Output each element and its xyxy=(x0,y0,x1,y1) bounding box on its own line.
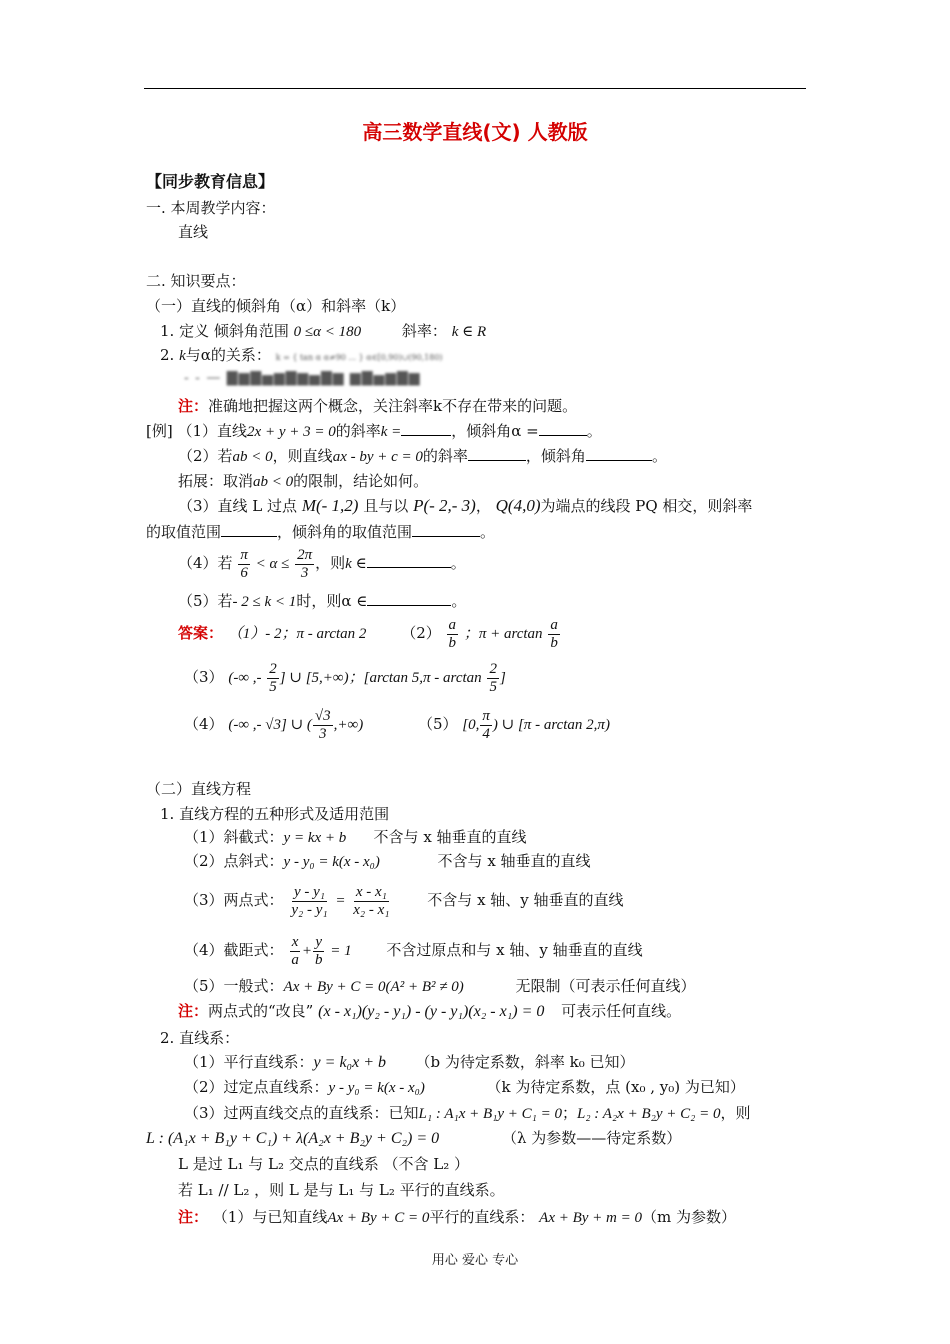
numerator: y - y₁ xyxy=(293,883,325,900)
text: （3）直线 L 过点 xyxy=(178,497,298,515)
text: （5）若 xyxy=(178,592,233,610)
math: 0 ≤α < 180 xyxy=(293,324,362,340)
text: 且与以 xyxy=(363,497,409,515)
answer-label: 答案： xyxy=(178,624,224,642)
note-line xyxy=(178,1001,681,1022)
text-line: （一）直线的倾斜角（α）和斜率（k） xyxy=(146,297,406,315)
denominator: x₂ - x₁ xyxy=(353,901,390,918)
math: = 1 xyxy=(330,943,352,959)
example-line xyxy=(146,522,495,542)
numerator: π xyxy=(240,546,248,563)
answer-blank xyxy=(401,421,451,436)
text: 1. 定义 倾斜角范围 xyxy=(160,322,289,340)
math: k ∈ R xyxy=(451,324,487,340)
fraction xyxy=(548,617,560,652)
note-line xyxy=(178,1207,736,1228)
formula-line xyxy=(184,851,591,872)
text: （2）过定点直线系： xyxy=(184,1078,329,1096)
text: 准确地把握这两个概念，关注斜率k不存在带来的问题。 xyxy=(208,397,578,415)
formula-line xyxy=(184,827,527,848)
text: （4） xyxy=(184,715,224,733)
answer-blank xyxy=(367,553,451,568)
text: 不含过原点和与 x 轴、y 轴垂直的直线 xyxy=(386,941,643,959)
text: （3） xyxy=(184,668,224,686)
formula-line xyxy=(184,876,624,925)
text: 。 xyxy=(451,592,467,610)
math: ] xyxy=(499,670,506,686)
math: ab < 0 xyxy=(253,474,294,490)
text: （4）截距式： xyxy=(184,941,284,959)
text-line: 若 L₁ // L₂ ，则 L 是与 L₁ 与 L₂ 平行的直线系。 xyxy=(178,1181,505,1199)
answer-line xyxy=(184,704,610,745)
math: - 2 ≤ k < 1 xyxy=(232,594,297,610)
denominator: 5 xyxy=(489,678,497,695)
fraction xyxy=(447,617,459,652)
text: 时，则α ∈ xyxy=(296,592,368,610)
math: k ∈ xyxy=(345,556,367,572)
math: P(- 2,- 3) xyxy=(413,496,476,515)
math: Ax + By + C = 0 xyxy=(327,1210,430,1226)
text: 两点式的“改良” xyxy=(208,1002,314,1020)
blurred-line: - - — ▇▆▇▅▆▇▆▅▇▆ ▆▇▅▆▇▆ xyxy=(184,370,421,386)
numerator: x - x₁ xyxy=(355,883,387,900)
math: < α ≤ xyxy=(255,556,290,572)
text: 。 xyxy=(651,447,667,465)
text: 。 xyxy=(586,422,602,440)
formula-line xyxy=(146,1128,681,1149)
math: [0, xyxy=(462,717,480,733)
example-line xyxy=(178,591,466,612)
fraction xyxy=(480,708,492,743)
formula-line xyxy=(184,976,696,997)
text: （1）平行直线系： xyxy=(184,1053,314,1071)
numerator: π xyxy=(482,707,490,724)
text: （2）点斜式： xyxy=(184,852,284,870)
text-line: L 是过 L₁ 与 L₂ 交点的直线系 （不含 L₂ ） xyxy=(178,1155,470,1173)
math: y - y₀ = k(x - x₀) xyxy=(328,1080,425,1096)
text: 的限制，结论如何。 xyxy=(293,472,429,490)
text: ，则直线 xyxy=(272,447,333,465)
text: 与α的关系： xyxy=(185,346,271,364)
numerator: √3 xyxy=(314,707,331,724)
relation-line xyxy=(160,345,443,368)
fraction xyxy=(313,934,325,969)
example-line xyxy=(178,496,752,516)
text: 的斜率 xyxy=(422,447,468,465)
blurred-formula: k = { tan α α≠90 ... } α∈[0,90)∪(90,180) xyxy=(275,353,443,362)
math: (x - x₁)(y₂ - y₁) - (y - y₁)(x₂ - x₁) = 0 xyxy=(318,1003,545,1020)
note-label: 注： xyxy=(178,1208,209,1226)
text: 不含与 x 轴垂直的直线 xyxy=(373,828,527,846)
math: Ax + By + C = 0(A² + B² ≠ 0) xyxy=(283,979,464,995)
text: 2. xyxy=(160,346,180,364)
fraction xyxy=(289,884,329,919)
math: ,+∞) xyxy=(333,717,364,733)
text: （1）与已知直线 xyxy=(212,1208,328,1226)
math: (-∞ ,- xyxy=(228,670,262,686)
numerator: a xyxy=(448,616,457,633)
text-line: 2. 直线系： xyxy=(160,1029,240,1047)
math: k = xyxy=(380,424,402,440)
text: 无限制（可表示任何直线） xyxy=(515,977,696,995)
text-line: 一. 本周教学内容： xyxy=(146,199,276,217)
math: 2x + y + 3 = 0 xyxy=(247,424,336,440)
math: Ax + By + m = 0 xyxy=(539,1210,642,1226)
math: L₁ : A₁x + B₁y + C₁ = 0 xyxy=(418,1106,562,1122)
note-line xyxy=(178,396,577,416)
section-heading: 【同步教育信息】 xyxy=(146,172,275,191)
text: ； xyxy=(561,1104,577,1122)
answer-blank xyxy=(468,446,526,461)
text: 平行的直线系： xyxy=(429,1208,535,1226)
text: （5）一般式： xyxy=(184,977,284,995)
formula-line xyxy=(184,1052,635,1073)
text: ，倾斜角α = xyxy=(451,422,539,440)
denominator: 3 xyxy=(300,564,309,581)
fraction xyxy=(267,661,279,696)
text: 的斜率 xyxy=(335,422,381,440)
text: （b 为待定系数，斜率 k₀ 已知） xyxy=(415,1053,635,1071)
numerator: 2 xyxy=(269,660,277,677)
numerator: a xyxy=(550,616,558,633)
fraction xyxy=(313,708,333,743)
page-footer: 用心 爱心 专心 xyxy=(431,1253,519,1268)
denominator: 3 xyxy=(319,725,327,742)
numerator: y xyxy=(315,933,323,950)
formula-line xyxy=(184,1103,750,1124)
answer-blank xyxy=(412,522,480,537)
formula-line xyxy=(184,1077,745,1098)
text: （3）过两直线交点的直线系：已知 xyxy=(184,1104,419,1122)
math: k xyxy=(179,348,186,364)
math: ] ∪ [5,+∞)；[arctan 5,π - arctan xyxy=(279,670,482,686)
math: M(- 1,2) xyxy=(301,496,359,515)
text-line: 二. 知识要点： xyxy=(146,272,246,290)
text: （2）若 xyxy=(178,447,233,465)
section-subheading: （二）直线方程 xyxy=(146,780,252,798)
example-line xyxy=(178,446,667,467)
header-rule xyxy=(144,88,806,89)
note-label: 注： xyxy=(178,397,209,415)
text: （4）若 xyxy=(178,554,233,572)
answer-line xyxy=(184,658,506,697)
text-line: 1. 直线方程的五种形式及适用范围 xyxy=(160,805,390,823)
text: （5） xyxy=(417,715,458,733)
text: [例] xyxy=(146,422,173,440)
answer-blank xyxy=(539,421,587,436)
text: 斜率： xyxy=(401,322,447,340)
math: （1）- 2；π - arctan 2 xyxy=(227,626,367,642)
text: （λ 为参数——待定系数） xyxy=(502,1129,682,1147)
denominator: b xyxy=(550,634,558,651)
example-line xyxy=(146,421,602,442)
math: ) ∪ [π - arctan 2,π) xyxy=(492,717,610,733)
answer-blank xyxy=(367,591,451,606)
math: ；π + arctan xyxy=(463,626,543,642)
denominator: 5 xyxy=(269,678,277,695)
fraction xyxy=(289,934,301,969)
fraction xyxy=(238,547,250,582)
text: ，则 xyxy=(720,1104,751,1122)
text: 的取值范围 xyxy=(146,523,222,541)
denominator: 4 xyxy=(482,725,490,742)
answer-blank xyxy=(221,522,277,537)
denominator: b xyxy=(314,951,323,968)
text: （m 为参数） xyxy=(642,1208,736,1226)
text: （1）直线 xyxy=(177,422,248,440)
numerator: x xyxy=(291,933,299,950)
text: （k 为待定系数，点 (x₀ , y₀) 为已知） xyxy=(486,1078,745,1096)
page-title: 高三数学直线(文) 人教版 xyxy=(362,120,588,144)
math: Q(4,0) xyxy=(495,496,541,515)
text: 可表示任何直线。 xyxy=(561,1002,682,1020)
math: (-∞ ,- √3] ∪ ( xyxy=(228,717,312,733)
denominator: 6 xyxy=(240,564,248,581)
math: L₂ : A₂x + B₂y + C₂ = 0 xyxy=(577,1106,721,1122)
formula-line xyxy=(184,930,643,971)
fraction xyxy=(295,547,314,582)
math: y = kx + b xyxy=(283,830,347,846)
text: ，倾斜角 xyxy=(525,447,586,465)
text: ，则 xyxy=(315,554,346,572)
text: 。 xyxy=(480,523,496,541)
denominator: a xyxy=(291,951,299,968)
text: 为端点的线段 PQ 相交，则斜率 xyxy=(540,497,753,515)
answer-blank xyxy=(586,446,652,461)
text: 不含与 x 轴、y 轴垂直的直线 xyxy=(427,891,624,909)
text: 。 xyxy=(450,554,466,572)
math: y = k₀x + b xyxy=(313,1054,387,1071)
text-line: 直线 xyxy=(178,223,209,241)
text: （1）斜截式： xyxy=(184,828,284,846)
fraction xyxy=(351,884,391,919)
answer-line xyxy=(178,614,561,653)
math: y - y₀ = k(x - x₀) xyxy=(283,854,380,870)
denominator: y₂ - y₁ xyxy=(291,901,328,918)
math: ab < 0 xyxy=(232,449,273,465)
math: ax - by + c = 0 xyxy=(332,449,423,465)
math: = xyxy=(335,893,346,909)
note-label: 注： xyxy=(178,1002,209,1020)
denominator: b xyxy=(448,634,457,651)
numerator: 2 xyxy=(489,660,497,677)
text: ，倾斜角的取值范围 xyxy=(277,523,413,541)
math: + xyxy=(301,943,312,959)
fraction xyxy=(487,661,499,696)
math: L : (A₁x + B₁y + C₁) + λ(A₂x + B₂y + C₂) = 0 xyxy=(146,1130,440,1147)
text: 不含与 x 轴垂直的直线 xyxy=(437,852,591,870)
numerator: 2π xyxy=(297,546,313,563)
example-line xyxy=(178,545,466,582)
text: （2） xyxy=(401,624,441,642)
text: 拓展：取消 xyxy=(178,472,254,490)
text: （3）两点式： xyxy=(184,891,284,909)
definition-line xyxy=(160,321,486,342)
text: ， xyxy=(475,497,491,515)
extension-line xyxy=(178,471,428,492)
